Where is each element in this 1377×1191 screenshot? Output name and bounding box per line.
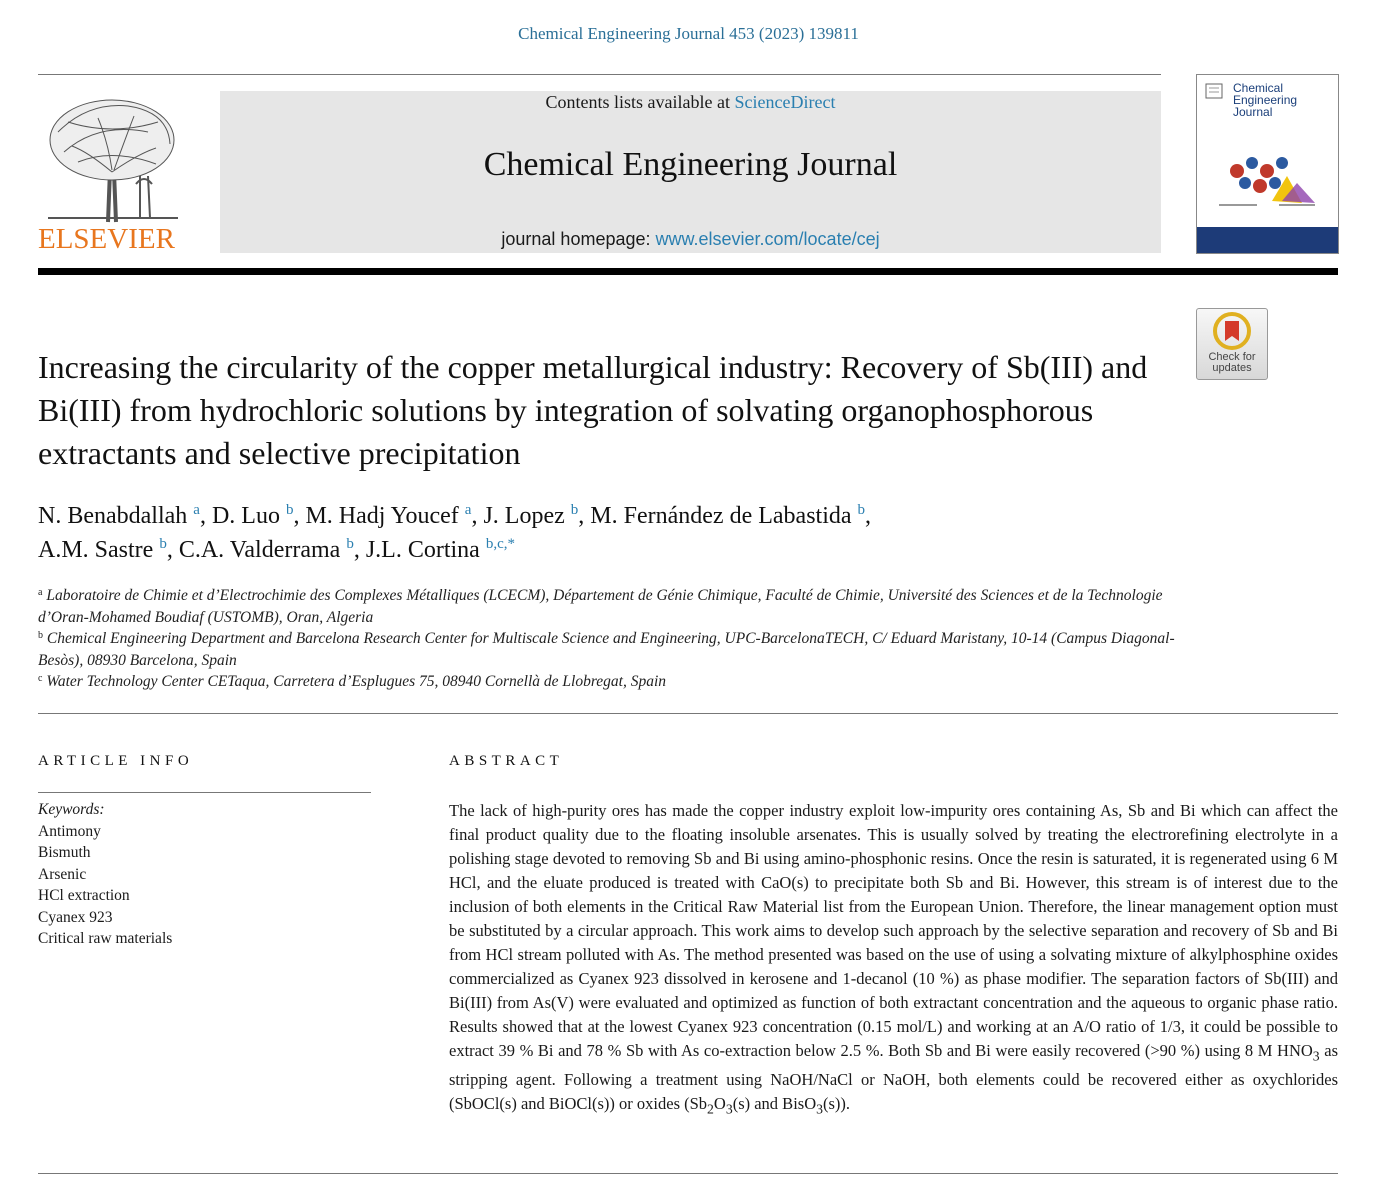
author[interactable]: N. Benabdallah $^a$ — [38, 502, 200, 529]
affiliation-item — [38, 671, 1178, 693]
journal-citation[interactable]: Chemical Engineering Journal 453 (2023) 139811 — [518, 24, 859, 43]
affiliation-marker[interactable]: b — [159, 536, 167, 552]
cover-title: Chemical Engineering Journal — [1233, 81, 1298, 119]
affiliation-item — [38, 628, 1178, 671]
affiliation-text: Laboratoire de Chimie et d’Electrochimie des Complexes Métalliques (LCECM), Département de Génie Chimique, Faculté de Chimie, Université des Sciences et de la Technologie d’Oran-Mohamed Boudiaf (USTOMB), Oran, Algeria — [38, 587, 1163, 626]
top-divider — [38, 74, 1161, 75]
homepage-link[interactable]: www.elsevier.com/locate/cej — [655, 229, 880, 249]
affiliation-marker[interactable]: b — [857, 502, 866, 518]
keywords-heading: Keywords: — [38, 801, 105, 818]
author[interactable]: C.A. Valderrama $^b$ — [178, 536, 354, 563]
homepage-prefix: journal homepage: — [501, 229, 656, 249]
journal-cover-thumbnail[interactable] — [1196, 74, 1339, 254]
check-for-updates-label: Check for updates — [1208, 351, 1256, 374]
keyword-item[interactable]: HCl extraction — [38, 887, 130, 904]
section-divider — [38, 713, 1338, 714]
affiliation-item — [38, 585, 1178, 628]
abstract-text: The lack of high-purity ores has made the copper industry exploit low-impurity ores containing As, Sb and Bi which can affect the final product quality due to the floating insoluble arsenates. This is usually solved by treating the electrorefining electrolyte in a polishing stage devoted to removing Sb and Bi using amino-phosphonic resins. Once the resin is saturated, it is regenerated using 6 M HCl, and the eluate produced is treated with CaO(s) to precipitate both Sb and Bi. However, this stream is of interest due to the inclusion of both elements in the Critical Raw Material list from the European Union. Therefore, the linear management option must be substituted by a circular approach. This work aims to develop such approach by the selective separation and recovery of Sb and Bi from HCl stream polluted with As. The method presented was based on the use of using a solvating mixture of alkylphosphine oxides commercialized as Cyanex 923 dissolved in kerosene and 1-decanol (10 %) as phase modifier. The separation factors of Sb(III) and Bi(III) from As(V) were evaluated and optimized as function of both extractant concentration and the aqueous to organic phase ratio. Results showed that at the lowest Cyanex 923 concentration (0.15 mol/L) and working at an A/O ratio of 1/3, it could be possible to extract 39 % Bi and 78 % Sb with As co-extraction below 2.5 %. Both Sb and Bi were easily recovered (>90 %) using 8 M $HNO_3$ as stripping agent. Following a treatment using NaOH/NaCl or NaOH, both elements could be recovered either as oxychlorides (SbOCl(s) and BiOCl(s)) or oxides ($Sb_2O_3(s)$ and BisO$_3$(s)). — [449, 801, 1338, 1117]
author[interactable]: D. Luo $^b$ — [211, 502, 294, 529]
cover-band — [1197, 227, 1338, 253]
author-list: N. Benabdallah $^a$, D. Luo $^b$, M. Hadj Youcef $^a$, J. Lopez $^b$, M. Fernández de Labastida $^b$, A.M. Sastre $^b$, C.A. Valderrama $^b$, J.L. Cortina $^{b,c,*}$ — [38, 502, 872, 563]
affiliation-mark: a — [38, 587, 43, 598]
affiliation-marker[interactable]: a — [193, 502, 200, 518]
elsevier-logo — [38, 92, 186, 254]
author[interactable]: M. Fernández de Labastida $^b$ — [590, 502, 866, 529]
journal-title: Chemical Engineering Journal — [483, 146, 898, 183]
check-for-updates-button[interactable] — [1196, 308, 1268, 380]
publisher-wordmark: ELSEVIER — [38, 223, 175, 255]
article-title: Increasing the circularity of the copper metallurgical industry: Recovery of Sb(III) and Bi(III) from hydrochloric solutions by integration of solvating organophosphorous extractants and selective precipitation — [38, 349, 1148, 471]
affiliation-marker[interactable]: b — [346, 536, 354, 552]
keyword-item[interactable]: Cyanex 923 — [38, 908, 113, 926]
affiliation-text: Water Technology Center CETaqua, Carretera d’Esplugues 75, 08940 Cornellà de Llobregat, Spain — [46, 673, 667, 690]
sciencedirect-link[interactable]: ScienceDirect — [734, 92, 836, 112]
keyword-item[interactable]: Critical raw materials — [38, 930, 173, 947]
affiliation-marker[interactable]: b — [285, 502, 294, 518]
affiliations — [38, 585, 1178, 693]
contents-prefix: Contents lists available at — [545, 92, 735, 112]
author[interactable]: A.M. Sastre $^b$ — [38, 536, 167, 563]
affiliation-text: Chemical Engineering Department and Barcelona Research Center for Multiscale Science and Engineering, UPC-BarcelonaTECH, C/ Eduard Maristany, 10-14 (Campus Diagonal-Besòs), 08930 Barcelona, Spain — [38, 630, 1175, 669]
affiliation-mark: b — [38, 630, 43, 641]
cover-logo-icon — [1201, 79, 1231, 109]
keywords-list — [38, 799, 371, 950]
affiliation-mark: c — [38, 673, 43, 684]
author[interactable]: J. Lopez $^b$ — [483, 502, 579, 529]
header-thick-divider — [38, 268, 1338, 275]
affiliation-marker[interactable]: b — [570, 502, 579, 518]
bottom-divider — [38, 1173, 1338, 1174]
author[interactable]: J.L. Cortina $^{b,c,*}$ — [365, 536, 516, 563]
tree-icon — [38, 92, 186, 224]
abstract-heading: ABSTRACT — [449, 753, 564, 769]
journal-masthead — [220, 91, 1161, 253]
affiliation-marker[interactable]: a — [464, 502, 472, 518]
keyword-item[interactable]: Arsenic — [38, 865, 87, 883]
bookmark-icon — [1197, 309, 1267, 353]
keyword-item[interactable]: Antimony — [38, 822, 101, 840]
contents-line — [220, 91, 1161, 113]
cover-graphic-icon — [1197, 131, 1338, 231]
article-info-divider — [38, 792, 371, 793]
keyword-item[interactable]: Bismuth — [38, 844, 91, 861]
author[interactable]: M. Hadj Youcef $^a$ — [305, 502, 472, 529]
article-info-heading: ARTICLE INFO — [38, 753, 194, 769]
homepage-line — [220, 229, 1161, 250]
affiliation-marker[interactable]: b,c,* — [485, 536, 516, 552]
